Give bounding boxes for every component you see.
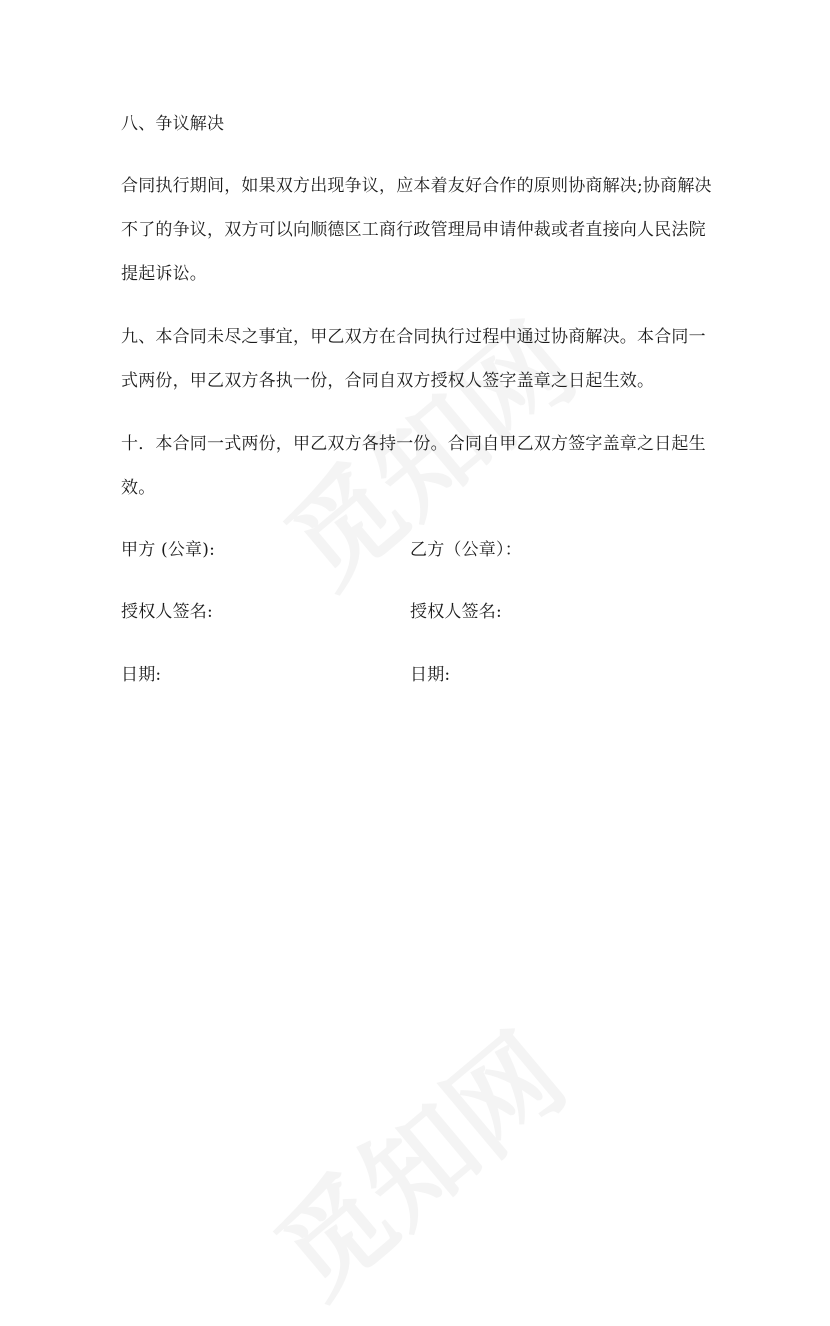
paragraph-line: 提起诉讼。 [121, 264, 207, 284]
paragraph-line: 不了的争议，双方可以向顺德区工商行政管理局申请仲裁或者直接向人民法院 [121, 220, 706, 240]
paragraph-line: 合同执行期间，如果双方出现争议，应本着友好合作的原则协商解决;协商解决 [121, 176, 712, 196]
paragraph-line: 九、本合同未尽之事宜，甲乙双方在合同执行过程中通过协商解决。本合同一 [121, 327, 706, 347]
party-b-authorized-signature-label: 授权人签名: [410, 602, 502, 622]
paragraph-line: 效。 [121, 478, 156, 498]
watermark [238, 992, 592, 1325]
paragraph-line: 十．本合同一式两份，甲乙双方各持一份。合同自甲乙双方签字盖章之日起生 [121, 434, 706, 454]
party-a-authorized-signature-label: 授权人签名: [121, 602, 213, 622]
party-a-date-label: 日期: [121, 665, 162, 685]
party-b-date-label: 日期: [410, 665, 451, 685]
paragraph-line: 式两份，甲乙双方各执一份，合同自双方授权人签字盖章之日起生效。 [121, 371, 655, 391]
section-heading: 八、争议解决 [121, 114, 225, 134]
party-b-seal-label: 乙方（公章）： [410, 540, 522, 560]
party-a-seal-label: 甲方 (公章): [121, 540, 215, 560]
